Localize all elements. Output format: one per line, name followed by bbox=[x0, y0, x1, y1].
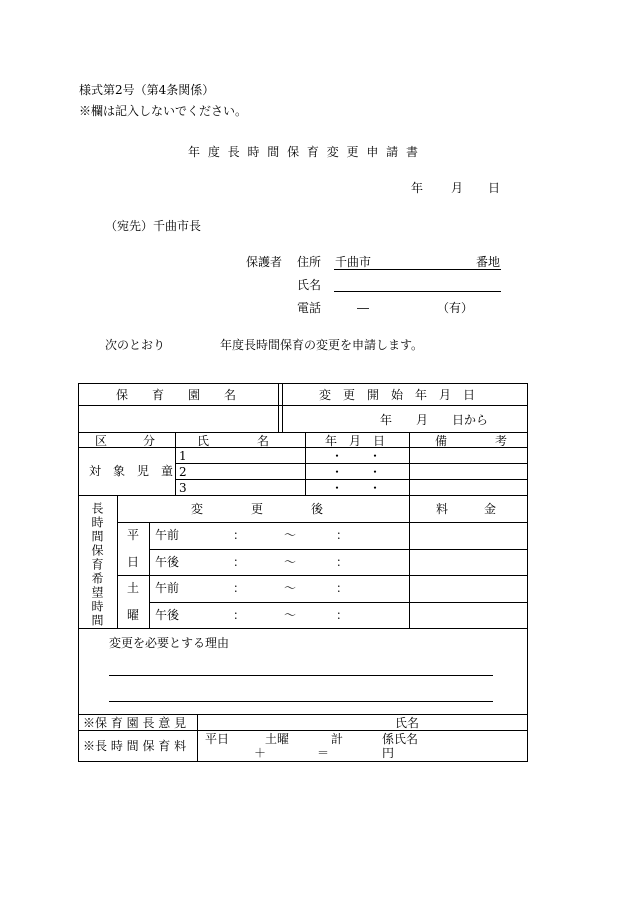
col-birth: 年 月 日 bbox=[325, 434, 386, 448]
saturday-char-1: 土 bbox=[127, 581, 140, 595]
time-colon: ： bbox=[233, 608, 246, 622]
time-tilde: ～ bbox=[284, 581, 297, 595]
target-child-label: 対 象 児 童 bbox=[89, 464, 174, 478]
child-row-1: 1 bbox=[179, 449, 187, 463]
change-start-header: 変 更 開 始 年 月 日 bbox=[319, 388, 476, 402]
time-tilde: ～ bbox=[284, 528, 297, 542]
address-city: 千曲市 bbox=[335, 255, 372, 269]
time-colon: ： bbox=[233, 528, 246, 542]
time-colon: ： bbox=[336, 608, 349, 622]
director-opinion-label: ※保 育 園 長 意 見 bbox=[83, 716, 187, 730]
statement-body: 年度長時間保育の変更を申請します。 bbox=[220, 338, 424, 352]
saturday-am: 午前 bbox=[155, 581, 180, 595]
date-month: 月 bbox=[451, 181, 464, 195]
saturday-pm: 午後 bbox=[155, 608, 180, 622]
reason-line bbox=[109, 701, 493, 702]
nursery-name-header: 保 育 園 名 bbox=[116, 388, 237, 402]
time-tilde: ～ bbox=[284, 608, 297, 622]
hours-side-label: 長時間保育希望時間 bbox=[90, 502, 104, 628]
phone-label: 電話 bbox=[297, 301, 322, 315]
reason-label: 変更を必要とする理由 bbox=[109, 636, 230, 650]
after-change-header: 変 更 後 bbox=[191, 502, 324, 516]
weekday-pm: 午後 bbox=[155, 555, 180, 569]
time-colon: ： bbox=[336, 581, 349, 595]
birth-dot: ・ bbox=[331, 481, 344, 495]
fee-label: ※長 時 間 保 育 料 bbox=[83, 739, 187, 753]
name-label: 氏名 bbox=[297, 278, 322, 292]
form-number: 様式第2号（第4条関係） bbox=[79, 83, 215, 97]
birth-dot: ・ bbox=[369, 449, 382, 463]
time-colon: ： bbox=[233, 555, 246, 569]
form-note: ※欄は記入しないでください。 bbox=[79, 104, 248, 118]
fee-header: 料 金 bbox=[436, 502, 497, 516]
child-row-3: 3 bbox=[179, 481, 187, 495]
name-underline bbox=[334, 291, 501, 292]
saturday-char-2: 曜 bbox=[127, 608, 140, 622]
col-name: 氏 名 bbox=[197, 434, 270, 448]
reason-line bbox=[109, 675, 493, 676]
fee-equals: ＝ bbox=[317, 746, 330, 760]
clerk-name-label: 係氏名 bbox=[382, 732, 419, 746]
address-underline bbox=[334, 269, 501, 270]
time-colon: ： bbox=[233, 581, 246, 595]
change-start-date: 年 月 日から bbox=[380, 413, 489, 427]
fee-plus: ＋ bbox=[254, 746, 267, 760]
weekday-char-1: 平 bbox=[127, 528, 140, 542]
col-category: 区 分 bbox=[95, 434, 156, 448]
fee-yen: 円 bbox=[382, 746, 395, 760]
time-tilde: ～ bbox=[284, 555, 297, 569]
date-day: 日 bbox=[488, 181, 501, 195]
birth-dot: ・ bbox=[331, 465, 344, 479]
phone-note: （有） bbox=[437, 301, 474, 315]
col-remarks: 備 考 bbox=[435, 434, 508, 448]
time-colon: ： bbox=[336, 555, 349, 569]
birth-dot: ・ bbox=[369, 481, 382, 495]
birth-dot: ・ bbox=[369, 465, 382, 479]
weekday-am: 午前 bbox=[155, 528, 180, 542]
fee-saturday: 土曜 bbox=[265, 732, 290, 746]
weekday-char-2: 日 bbox=[127, 555, 140, 569]
time-colon: ： bbox=[336, 528, 349, 542]
fee-total: 計 bbox=[331, 732, 344, 746]
address-suffix: 番地 bbox=[476, 255, 501, 269]
date-year: 年 bbox=[411, 181, 424, 195]
addressee: （宛先）千曲市長 bbox=[105, 219, 202, 233]
child-row-2: 2 bbox=[179, 465, 187, 479]
phone-dash: ― bbox=[357, 301, 369, 315]
address-label: 住所 bbox=[297, 255, 322, 269]
applicant-label: 保護者 bbox=[246, 255, 283, 269]
statement-prefix: 次のとおり bbox=[105, 338, 166, 352]
page-title: 年 度 長 時 間 保 育 変 更 申 請 書 bbox=[188, 145, 420, 159]
director-name-label: 氏名 bbox=[395, 716, 420, 730]
fee-weekday: 平日 bbox=[205, 732, 230, 746]
application-table bbox=[78, 383, 528, 762]
birth-dot: ・ bbox=[331, 449, 344, 463]
